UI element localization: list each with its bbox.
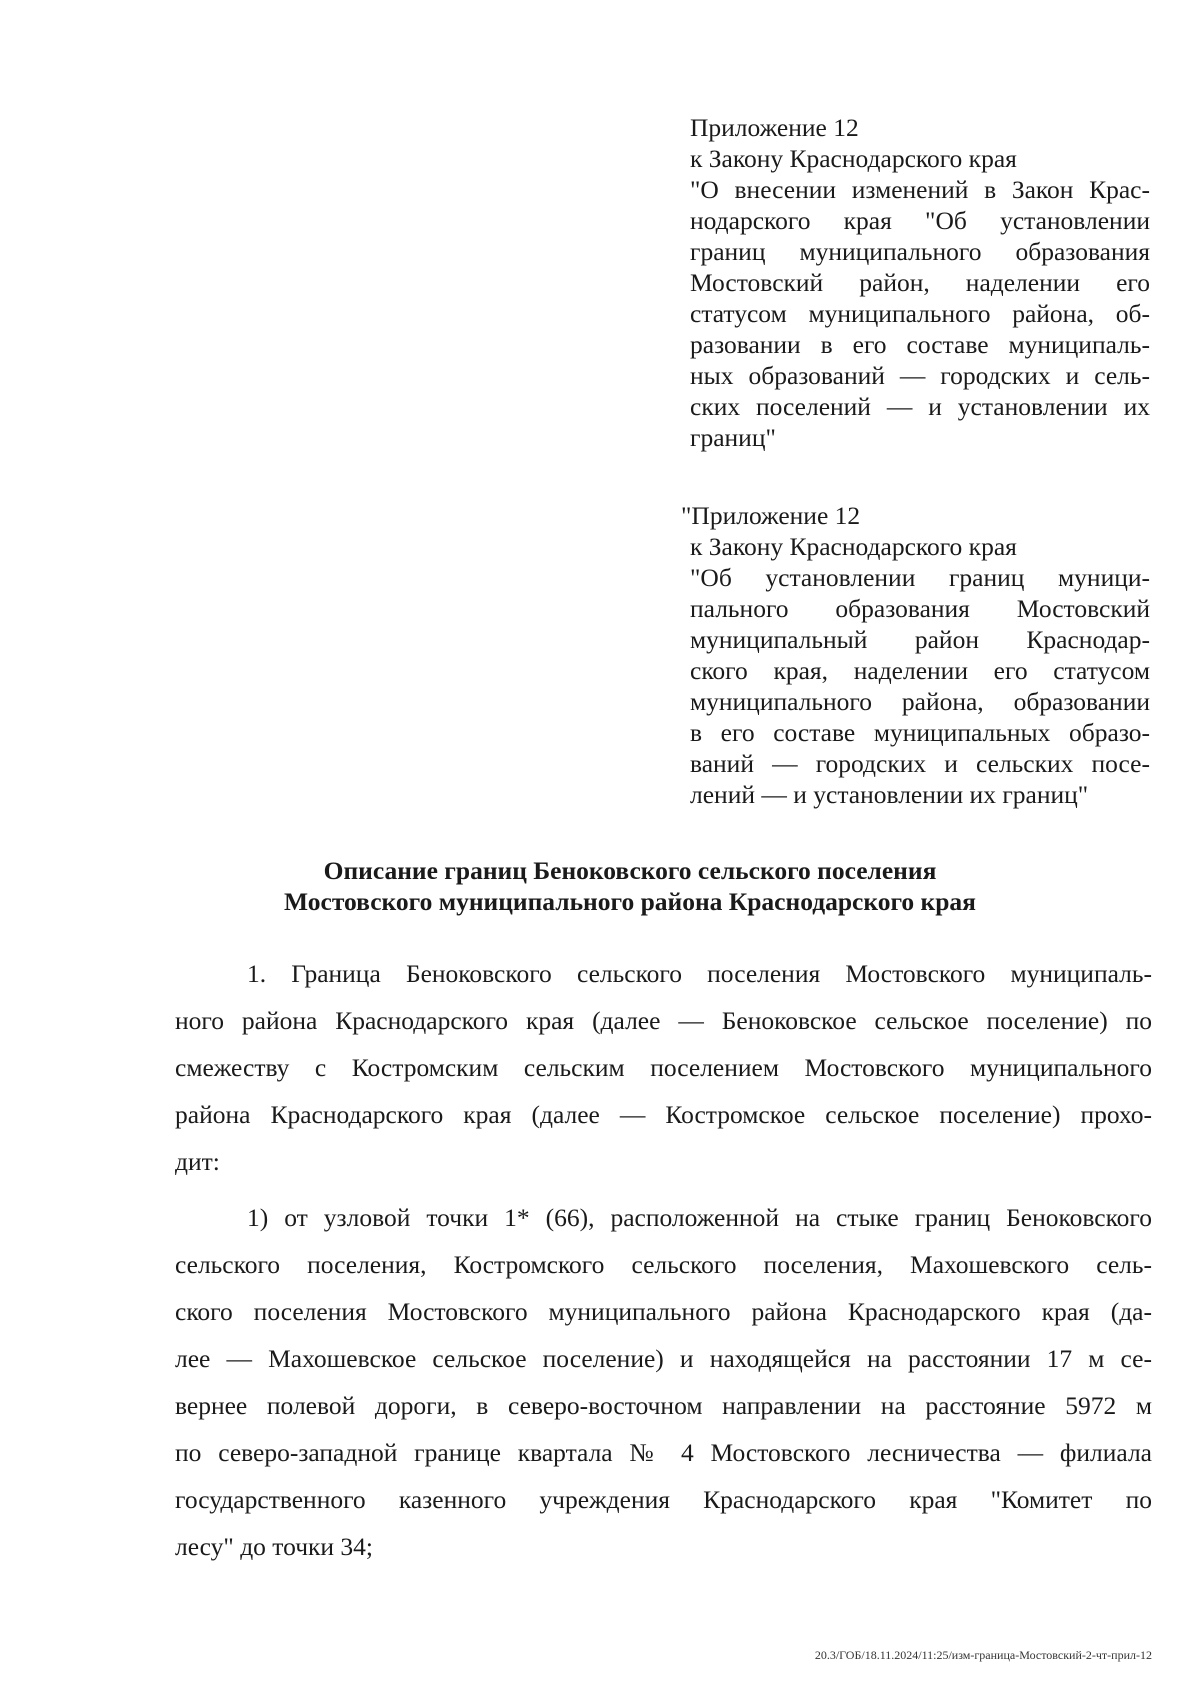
paragraph-line: ного района Краснодарского края (далее — Беноковское сельское поселение) по xyxy=(175,1006,1152,1035)
annex-line: муниципальный район Краснодар- xyxy=(690,625,1150,654)
annex-current-heading xyxy=(690,112,1150,453)
paragraph-1 xyxy=(175,950,1152,1185)
paragraph-line: дит: xyxy=(175,1147,220,1176)
annex-line: муниципального района, образовании xyxy=(690,687,1150,716)
annex-line: Приложение 12 xyxy=(690,113,859,142)
title-line-2: Мостовского муниципального района Краснодарского края xyxy=(284,887,976,916)
annex-line: к Закону Краснодарского края xyxy=(690,532,1017,561)
annex-line: ваний — городских и сельских посе- xyxy=(690,749,1150,778)
annex-line: "Приложение 12 xyxy=(681,501,861,530)
annex-line: ских поселений — и установлении их xyxy=(690,392,1150,421)
document-title xyxy=(180,855,1080,917)
paragraph-line: государственного казенного учреждения Краснодарского края "Комитет по xyxy=(175,1485,1152,1514)
annex-line: статусом муниципального района, об- xyxy=(690,299,1150,328)
annex-line: Мостовский район, наделении его xyxy=(690,268,1150,297)
paragraph-line: лесу" до точки 34; xyxy=(175,1532,374,1561)
annex-line: "Об установлении границ муници- xyxy=(690,563,1150,592)
annex-line: границ" xyxy=(690,423,776,452)
paragraph-line: вернее полевой дороги, в северо-восточном направлении на расстояние 5972 м xyxy=(175,1391,1152,1420)
document-body xyxy=(175,950,1152,1570)
paragraph-line: лее — Махошевское сельское поселение) и находящейся на расстоянии 17 м се- xyxy=(175,1344,1152,1373)
document-footer-code: 20.3/ГОБ/18.11.2024/11:25/изм-граница-Мостовский-2-чт-прил-12 xyxy=(814,1648,1152,1662)
title-line-1: Описание границ Беноковского сельского поселения xyxy=(323,856,937,885)
paragraph-line: 1) от узловой точки 1* (66), расположенной на стыке границ Беноковского xyxy=(247,1203,1152,1232)
paragraph-line: 1. Граница Беноковского сельского поселения Мостовского муниципаль- xyxy=(247,959,1152,988)
annex-line: границ муниципального образования xyxy=(690,237,1150,266)
paragraph-line: по северо-западной границе квартала № 4 Мостовского лесничества — филиала xyxy=(175,1438,1152,1467)
annex-line: ского края, наделении его статусом xyxy=(690,656,1150,685)
annex-line: нодарского края "Об установлении xyxy=(690,206,1150,235)
paragraph-line: ского поселения Мостовского муниципального района Краснодарского края (да- xyxy=(175,1297,1152,1326)
paragraph-2 xyxy=(175,1194,1152,1570)
paragraph-line: района Краснодарского края (далее — Костромское сельское поселение) прохо- xyxy=(175,1100,1152,1129)
paragraph-line: смежеству с Костромским сельским поселением Мостовского муниципального xyxy=(175,1053,1152,1082)
annex-line: к Закону Краснодарского края xyxy=(690,144,1017,173)
annex-line: ных образований — городских и сель- xyxy=(690,361,1150,390)
annex-line: пального образования Мостовский xyxy=(690,594,1150,623)
annex-line: "О внесении изменений в Закон Крас- xyxy=(690,175,1150,204)
annex-line: лений — и установлении их границ" xyxy=(690,780,1089,809)
annex-line: разовании в его составе муниципаль- xyxy=(690,330,1150,359)
annex-new-heading xyxy=(681,500,1150,810)
paragraph-line: сельского поселения, Костромского сельского поселения, Махошевского сель- xyxy=(175,1250,1152,1279)
annex-line: в его составе муниципальных образо- xyxy=(690,718,1150,747)
